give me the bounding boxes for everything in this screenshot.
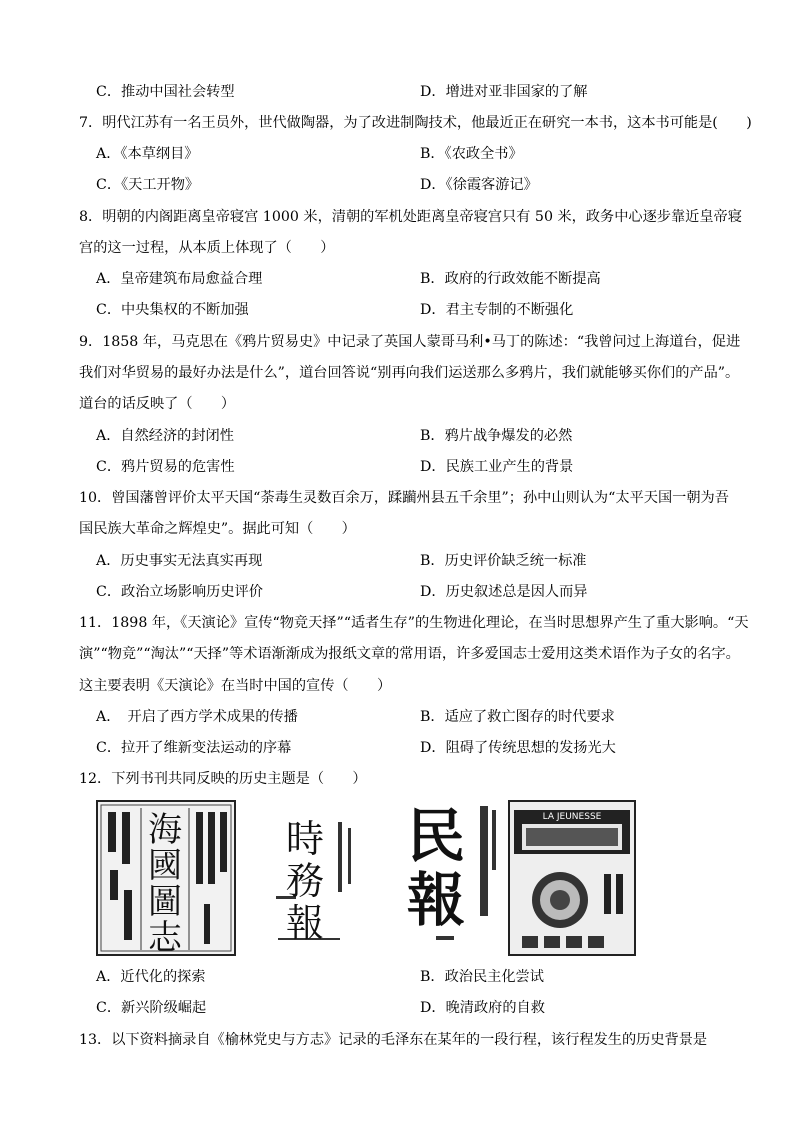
- question-11-stem-cont: 演”“物竞”“淘汰”“天择”等术语渐渐成为报纸文章的常用语，许多爱国志士爱用这类术语作为子女的名字。: [79, 646, 740, 662]
- q7-option-a: A．《本草纲目》: [96, 146, 199, 162]
- question-9-stem-cont: 我们对华贸易的最好办法是什么”，道台回答说“别再向我们运送那么多鸦片，我们就能够买你们的产品”。: [79, 365, 740, 381]
- q10-option-b: B．历史评价缺乏统一标准: [420, 553, 587, 569]
- q7-option-b: B．《农政全书》: [420, 146, 523, 162]
- q11-option-c: C．拉开了维新变法运动的序幕: [96, 740, 292, 756]
- q8-option-b: B．政府的行政效能不断提高: [420, 271, 601, 287]
- q11-option-a: A． 开启了西方学术成果的传播: [96, 709, 298, 725]
- question-11-stem: 11．1898 年，《天演论》宣传“物竞天择”“适者生存”的生物进化理论，在当时思想界产生了重大影响。“天: [79, 615, 749, 631]
- q11-option-b: B．适应了救亡图存的时代要求: [420, 709, 615, 725]
- q8-option-c: C．中央集权的不断加强: [96, 302, 249, 318]
- question-12-stem: 12．下列书刊共同反映的历史主题是（ ）: [79, 771, 367, 787]
- q9-option-b: B．鸦片战争爆发的必然: [420, 428, 573, 444]
- figure-qingnian-zazhi: [508, 800, 636, 956]
- question-9-stem: 9．1858 年，马克思在《鸦片贸易史》中记录了英国人蒙哥马利•马丁的陈述：“我曾问过上海道台，促进: [79, 334, 741, 350]
- question-7-stem: 7．明代江苏有一名王员外，世代做陶器，为了改进制陶技术，他最近正在研究一本书，这本书可能是( ): [79, 115, 752, 131]
- figure-1-title: 海國圖志: [148, 810, 182, 958]
- q12-option-a: A．近代化的探索: [96, 969, 206, 985]
- figure-3-title: 民報: [406, 802, 465, 934]
- question-10-stem-cont: 国民族大革命之辉煌史”。据此可知（ ）: [79, 521, 356, 537]
- question-8-stem-cont: 宫的这一过程，从本质上体现了（ ）: [79, 240, 335, 256]
- q8-option-d: D．君主专制的不断强化: [420, 302, 574, 318]
- q9-option-c: C．鸦片贸易的危害性: [96, 459, 235, 475]
- figure-2-title: 時務報: [285, 817, 324, 945]
- q9-option-a: A．自然经济的封闭性: [96, 428, 234, 444]
- q9-option-d: D．民族工业产生的背景: [420, 459, 574, 475]
- q10-option-a: A．历史事实无法真实再现: [96, 553, 263, 569]
- figure-4-banner: LA JEUNESSE: [542, 812, 602, 822]
- q7-option-c: C．《天工开物》: [96, 177, 200, 193]
- question-11-stem-cont2: 这主要表明《天演论》在当时中国的宣传（ ）: [79, 678, 392, 694]
- q12-option-c: C．新兴阶级崛起: [96, 1000, 207, 1016]
- q10-option-d: D．历史叙述总是因人而异: [420, 584, 588, 600]
- question-8-stem: 8．明朝的内阁距离皇帝寝宫 1000 米，清朝的军机处距离皇帝寝宫只有 50 米，政务中心逐步靠近皇帝寝: [79, 209, 742, 225]
- q12-option-d: D．晚清政府的自救: [420, 1000, 545, 1016]
- figure-haiguo-tuzhi: [96, 800, 236, 956]
- question-10-stem: 10．曾国藩曾评价太平天国“荼毒生灵数百余万，蹂躏州县五千余里”；孙中山则认为“太平天国一朝为吾: [79, 490, 729, 506]
- q11-option-d: D．阻碍了传统思想的发扬光大: [420, 740, 616, 756]
- q12-option-b: B．政治民主化尝试: [420, 969, 544, 985]
- option-c: C．推动中国社会转型: [96, 84, 235, 100]
- q7-option-d: D．《徐霞客游记》: [420, 177, 538, 193]
- publication-images: [96, 800, 636, 956]
- figure-min-bao: [396, 800, 506, 956]
- q8-option-a: A．皇帝建筑布局愈益合理: [96, 271, 263, 287]
- q10-option-c: C．政治立场影响历史评价: [96, 584, 263, 600]
- question-13-stem: 13．以下资料摘录自《榆林党史与方志》记录的毛泽东在某年的一段行程，该行程发生的历史背景是: [79, 1032, 708, 1048]
- option-d: D．增进对亚非国家的了解: [420, 84, 588, 100]
- figure-shiwu-bao: [258, 800, 388, 956]
- question-9-stem-cont2: 道台的话反映了（ ）: [79, 396, 236, 412]
